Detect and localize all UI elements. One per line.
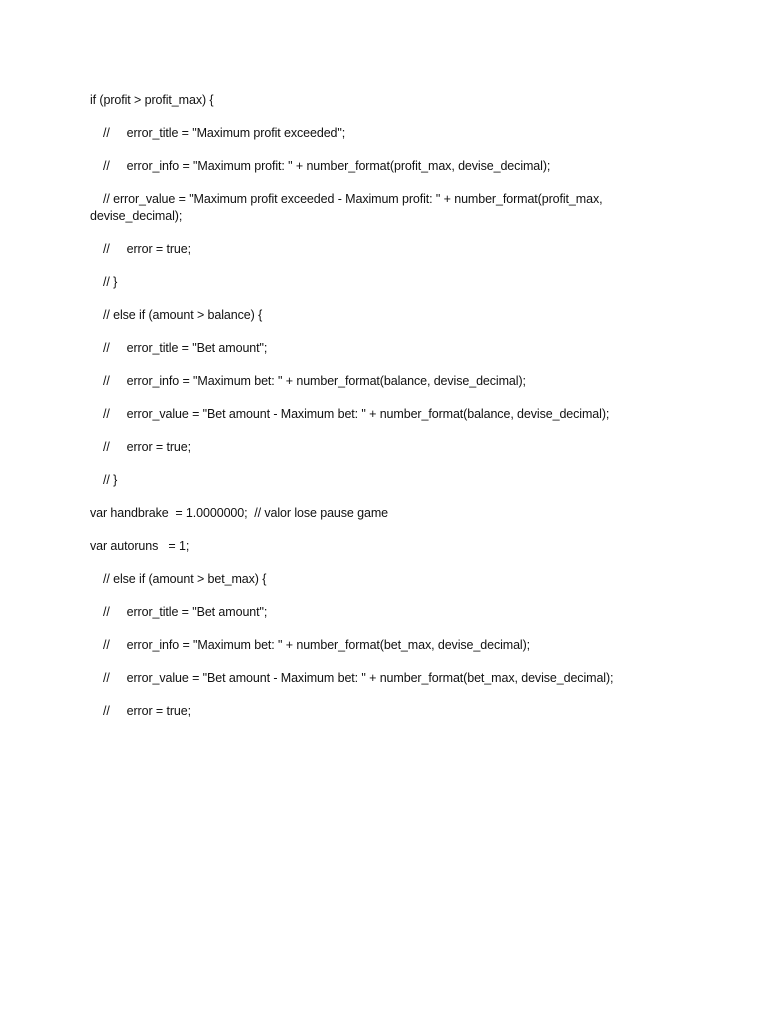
code-line: // error_title = "Maximum profit exceeded"; [103,126,346,140]
code-line: // error = true; [103,440,191,454]
code-line: // error_value = "Bet amount - Maximum bet: " + number_format(balance, devise_decimal); [103,407,610,421]
code-line: // error_info = "Maximum bet: " + number_format(bet_max, devise_decimal); [103,638,531,652]
code-line: // error = true; [103,242,191,256]
code-line: var autoruns = 1; [90,539,190,553]
code-line: // error_value = "Bet amount - Maximum bet: " + number_format(bet_max, devise_decimal); [103,671,614,685]
code-line: // else if (amount > bet_max) { [103,572,267,586]
code-line: // error_info = "Maximum profit: " + number_format(profit_max, devise_decimal); [103,159,551,173]
code-line: // } [103,275,118,289]
code-line: // error_value = "Maximum profit exceeded - Maximum profit: " + number_format(profit_max, devise_decimal); [90,192,603,223]
code-line: // } [103,473,118,487]
code-line: if (profit > profit_max) { [90,93,214,107]
code-line: // error = true; [103,704,191,718]
code-text-block [90,92,690,736]
code-line: // error_info = "Maximum bet: " + number_format(balance, devise_decimal); [103,374,526,388]
code-line: var handbrake = 1.0000000; // valor lose pause game [90,506,389,520]
code-line: // error_title = "Bet amount"; [103,341,268,355]
code-line: // error_title = "Bet amount"; [103,605,268,619]
code-line: // else if (amount > balance) { [103,308,263,322]
